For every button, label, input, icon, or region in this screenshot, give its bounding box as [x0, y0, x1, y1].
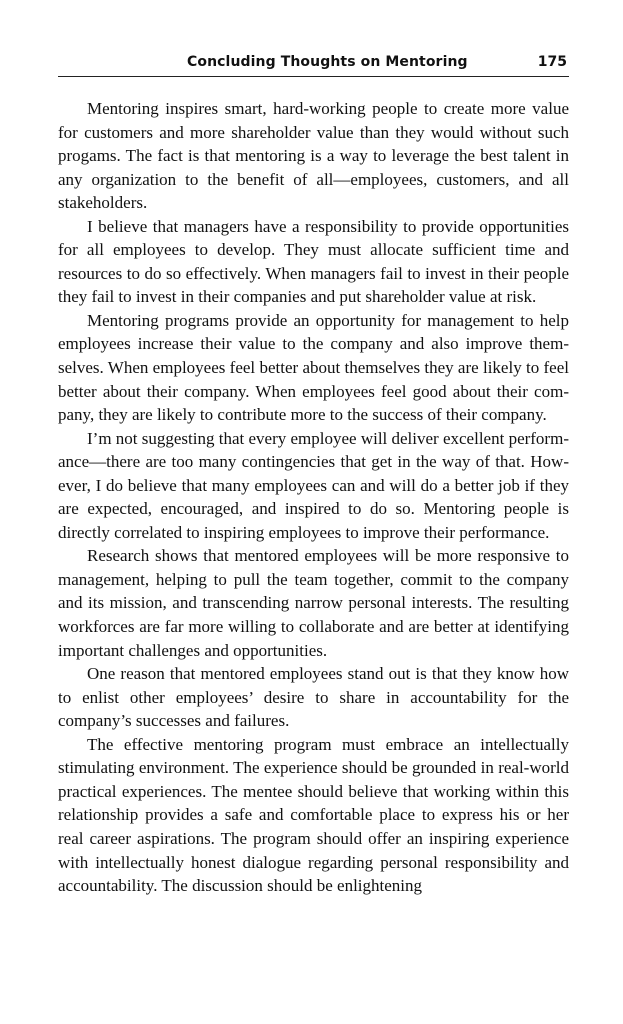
paragraph: I believe that managers have a responsibility to provide opportunities for all employees to develop. They must allocate sufficient time and resources to do so effectively. When managers fail to invest in their people they fail to invest in their companies and put shareholder value at risk. [58, 216, 569, 307]
paragraph: The effective mentoring program must embrace an intellectually stimulating environment. The experience should be grounded in real-world practical experiences. The mentee should believe that working within this relationship provides a safe and comfortable place to express his or her real career aspirations. The program should offer an inspiring experience with intellectually honest dialogue regarding personal responsibility and accountability. The discussion should be enlightening [58, 734, 569, 896]
running-head [58, 52, 569, 77]
page-number: 175 [537, 54, 567, 70]
paragraph: One reason that mentored employees stand out is that they know how to enlist other employees’ desire to share in accountability for the company’s successes and failures. [58, 664, 569, 731]
book-page [58, 52, 569, 898]
paragraph: I’m not suggesting that every employee will deliver excellent performance—there are too many contingencies that get in the way of that. However, I do believe that many employees can and will do a better job if they are expected, encouraged, and inspired to do so. Mentoring people is directly correlated to inspiring employees to improve their performance. [58, 428, 569, 542]
paragraph: Research shows that mentored employees will be more responsive to management, helping to pull the team together, commit to the company and its mission, and transcending narrow personal interests. The resulting workforces are far more willing to collaborate and are better at identifying important challenges and opportunities. [58, 546, 569, 660]
paragraph: Mentoring inspires smart, hard-working people to create more value for customers and more shareholder value than they would without such progams. The fact is that mentoring is a way to leverage the best talent in any organization to the benefit of all—employees, customers, and all stakeholders. [58, 99, 569, 213]
chapter-running-title: Concluding Thoughts on Mentoring [187, 54, 468, 70]
paragraph: Mentoring programs provide an opportunity for management to help employees increase their value to the company and also improve themselves. When employees feel better about themselves they are likely to feel better about their company. When employees feel good about their company, they are likely to contribute more to the success of their company. [58, 310, 569, 425]
body-text [58, 97, 569, 898]
